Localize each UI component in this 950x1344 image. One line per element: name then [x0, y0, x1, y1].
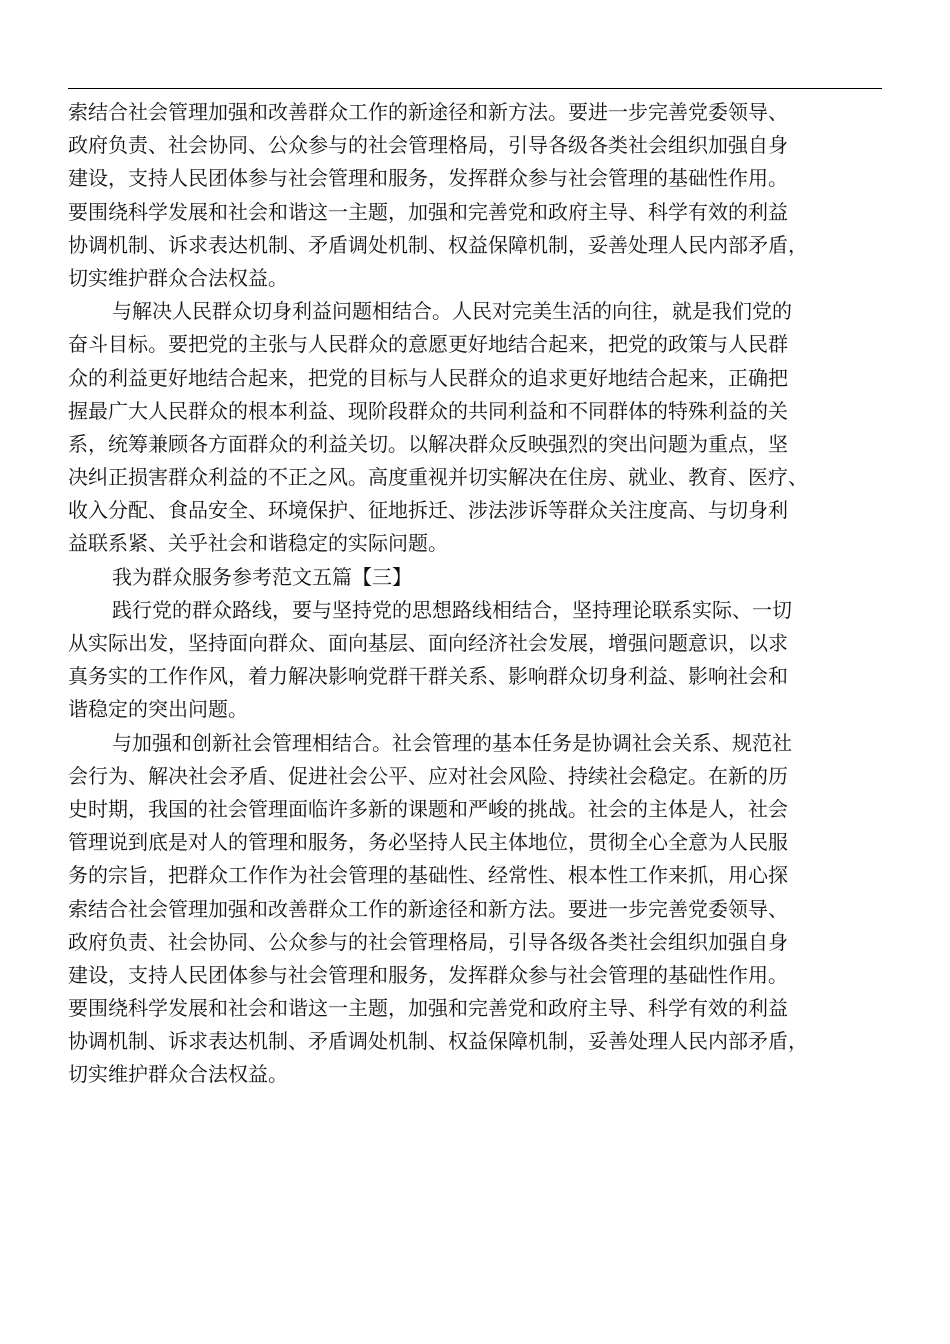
- text-line: 会行为、解决社会矛盾、促进社会公平、应对社会风险、持续社会稳定。在新的历: [68, 763, 788, 788]
- text-line: 政府负责、社会协同、公众参与的社会管理格局，引导各级各类社会组织加强自身: [68, 929, 788, 954]
- header-rule: [68, 88, 882, 89]
- text-line: 建设，支持人民团体参与社会管理和服务，发挥群众参与社会管理的基础性作用。: [68, 166, 788, 191]
- text-line: 协调机制、诉求表达机制、矛盾调处机制、权益保障机制，妥善处理人民内部矛盾，: [68, 1029, 808, 1054]
- text-line: 握最广大人民群众的根本利益、现阶段群众的共同利益和不同群体的特殊利益的关: [68, 398, 788, 423]
- text-line: 谐稳定的突出问题。: [68, 697, 248, 722]
- paragraph-2: [68, 295, 888, 561]
- text-line: 收入分配、食品安全、环境保护、征地拆迁、涉法涉诉等群众关注度高、与切身利: [68, 498, 788, 523]
- document-body: [68, 96, 888, 1092]
- text-line: 切实维护群众合法权益。: [68, 265, 288, 290]
- text-line: 系，统筹兼顾各方面群众的利益关切。以解决群众反映强烈的突出问题为重点，坚: [68, 431, 788, 456]
- text-line: 索结合社会管理加强和改善群众工作的新途径和新方法。要进一步完善党委领导、: [68, 896, 788, 921]
- paragraph-1: [68, 96, 888, 295]
- text-line: 切实维护群众合法权益。: [68, 1062, 288, 1087]
- section-heading: [68, 561, 888, 594]
- text-line: 从实际出发，坚持面向群众、面向基层、面向经济社会发展，增强问题意识，以求: [68, 631, 788, 655]
- text-line: 务的宗旨，把群众工作作为社会管理的基础性、经常性、根本性工作来抓，用心探: [68, 863, 788, 888]
- text-line: 要围绕科学发展和社会和谐这一主题，加强和完善党和政府主导、科学有效的利益: [68, 996, 788, 1021]
- paragraph-4: [68, 594, 888, 727]
- text-line: 管理说到底是对人的管理和服务，务必坚持人民主体地位，贯彻全心全意为人民服: [68, 830, 788, 855]
- text-line: 奋斗目标。要把党的主张与人民群众的意愿更好地结合起来，把党的政策与人民群: [68, 332, 788, 357]
- paragraph-5: [68, 727, 888, 1092]
- text-line: 决纠正损害群众利益的不正之风。高度重视并切实解决在住房、就业、教育、医疗、: [68, 465, 808, 490]
- text-line: 索结合社会管理加强和改善群众工作的新途径和新方法。要进一步完善党委领导、: [68, 100, 788, 124]
- text-line: 协调机制、诉求表达机制、矛盾调处机制、权益保障机制，妥善处理人民内部矛盾，: [68, 232, 808, 257]
- text-line: 益联系紧、关乎社会和谐稳定的实际问题。: [68, 531, 448, 556]
- text-line: 与加强和创新社会管理相结合。社会管理的基本任务是协调社会关系、规范社: [112, 730, 792, 755]
- section-heading-text: 我为群众服务参考范文五篇【三】: [112, 564, 412, 589]
- text-line: 与解决人民群众切身利益问题相结合。人民对完美生活的向往，就是我们党的: [112, 299, 792, 324]
- text-line: 史时期，我国的社会管理面临许多新的课题和严峻的挑战。社会的主体是人，社会: [68, 796, 788, 821]
- text-line: 建设，支持人民团体参与社会管理和服务，发挥群众参与社会管理的基础性作用。: [68, 962, 788, 987]
- text-line: 要围绕科学发展和社会和谐这一主题，加强和完善党和政府主导、科学有效的利益: [68, 199, 788, 224]
- text-line: 众的利益更好地结合起来，把党的目标与人民群众的追求更好地结合起来，正确把: [68, 365, 788, 390]
- text-line: 真务实的工作作风，着力解决影响党群干群关系、影响群众切身利益、影响社会和: [68, 664, 788, 689]
- text-line: 践行党的群众路线，要与坚持党的思想路线相结合，坚持理论联系实际、一切: [112, 597, 792, 622]
- text-line: 政府负责、社会协同、公众参与的社会管理格局，引导各级各类社会组织加强自身: [68, 133, 788, 158]
